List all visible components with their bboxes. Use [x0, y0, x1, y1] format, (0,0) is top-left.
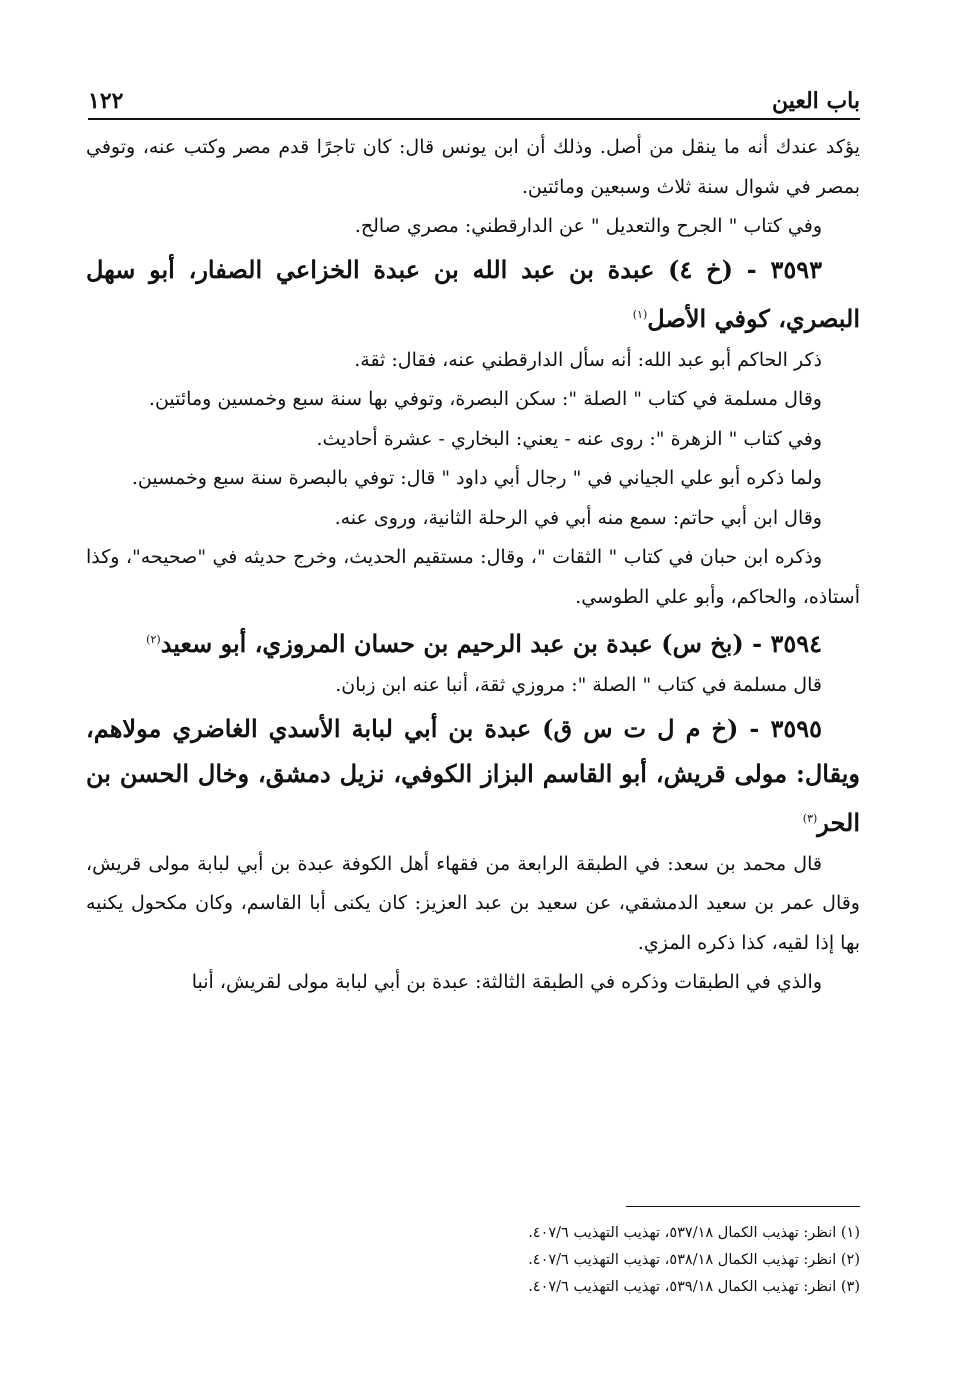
- main-text: [86, 128, 860, 1003]
- body-paragraph: وفي كتاب " الجرح والتعديل " عن الدارقطني: مصري صالح.: [354, 215, 822, 237]
- footnote-marker: (١): [632, 307, 648, 321]
- running-header: [88, 70, 860, 114]
- footnote: (٣) انظر: تهذيب الكمال ٥٣٩/١٨، تهذيب التهذيب ٤٠٧/٦.: [528, 1279, 860, 1295]
- entry-heading: [86, 247, 860, 341]
- page-number: ١٢٢: [88, 88, 124, 114]
- body-paragraph: وفي كتاب " الزهرة ": روى عنه - يعني: البخاري - عشرة أحاديث.: [316, 427, 822, 450]
- footnote: (١) انظر: تهذيب الكمال ٥٣٧/١٨، تهذيب التهذيب ٤٠٧/٦.: [528, 1225, 860, 1241]
- body-paragraph: وذكره ابن حبان في كتاب " الثقات "، وقال: مستقيم الحديث، وخرج حديثه في "صحيحه"، وكذا أستاذه، والحاكم، وأبو علي الطوسي.: [86, 546, 860, 608]
- footnote-marker: (٢): [146, 633, 161, 646]
- footnotes: [86, 1220, 860, 1301]
- body-paragraph: ذكر الحاكم أبو عبد الله: أنه سأل الدارقطني عنه، فقال: ثقة.: [354, 348, 822, 371]
- body-paragraph: قال محمد بن سعد: في الطبقة الرابعة من فقهاء أهل الكوفة عبدة بن أبي لبابة مولى قريش، وقال عمر بن سعيد الدمشقي، عن سعيد بن عبد العزيز: كان يكنى أبا القاسم، وكان مكحول يكنيه بها إذا لقيه، كذا ذكره المزي.: [86, 852, 860, 954]
- body-paragraph: قال مسلمة في كتاب " الصلة ": مروزي ثقة، أنبا عنه ابن زبان.: [335, 674, 822, 696]
- body-paragraph: والذي في الطبقات وذكره في الطبقة الثالثة: عبدة بن أبي لبابة مولى لقريش، أنبا: [191, 971, 822, 993]
- entry-title: ٣٥٩٥ - (خ م ل ت س ق) عبدة بن أبي لبابة الأسدي الغاضري مولاهم، ويقال: مولى قريش، أبو القاسم البزاز الكوفي، نزيل دمشق، وخال الحسن بن الحر: [86, 713, 860, 837]
- footnote-marker: (٣): [802, 811, 818, 825]
- body-paragraph: وقال ابن أبي حاتم: سمع منه أبي في الرحلة الثانية، وروى عنه.: [334, 506, 822, 529]
- entry-heading: [86, 706, 860, 845]
- entry-title: ٣٥٩٣ - (خ ٤) عبدة بن عبد الله بن عبدة الخزاعي الصفار، أبو سهل البصري، كوفي الأصل: [86, 254, 860, 333]
- chapter-title: باب العين: [771, 88, 860, 114]
- body-paragraph: وقال مسلمة في كتاب " الصلة ": سكن البصرة، وتوفي بها سنة سبع وخمسين ومائتين.: [148, 388, 822, 410]
- body-paragraph: يؤكد عندك أنه ما ينقل من أصل. وذلك أن ابن يونس قال: كان تاجرًا قدم مصر وكتب عنه، وتوفي بمصر في شوال سنة ثلاث وسبعين ومائتين.: [86, 136, 860, 198]
- footnote: (٢) انظر: تهذيب الكمال ٥٣٨/١٨، تهذيب التهذيب ٤٠٧/٦.: [528, 1252, 860, 1268]
- footnote-rule: [626, 1206, 860, 1207]
- entry-title: ٣٥٩٤ - (بخ س) عبدة بن عبد الرحيم بن حسان المروزي، أبو سعيد: [160, 629, 822, 658]
- body-paragraph: ولما ذكره أبو علي الجياني في " رجال أبي داود " قال: توفي بالبصرة سنة سبع وخمسين.: [131, 467, 822, 489]
- header-rule: [88, 118, 860, 120]
- entry-heading: [86, 617, 860, 666]
